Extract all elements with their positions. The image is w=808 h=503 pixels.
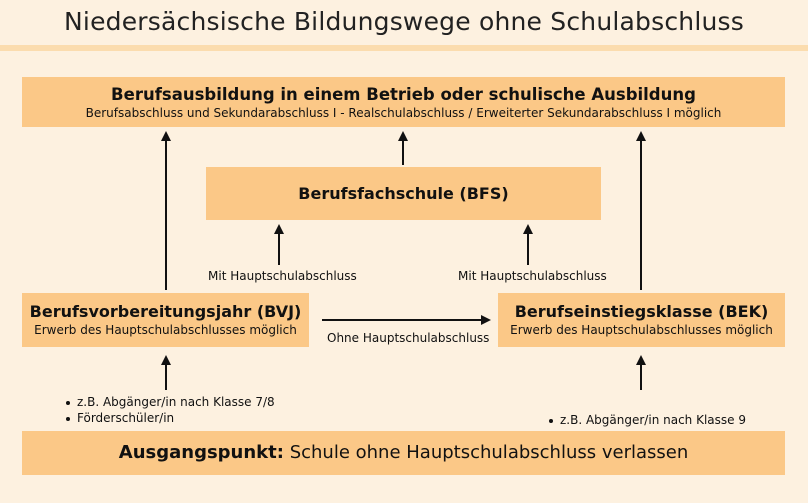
node-bvj-subtext: Erwerb des Hauptschulabschlusses möglich — [34, 323, 297, 337]
edge-label-bek-to-bfs: Mit Hauptschulabschluss — [458, 269, 607, 283]
node-ausgangspunkt-label: Ausgangspunkt: — [118, 442, 284, 463]
node-bek — [498, 293, 785, 347]
node-ausgangspunkt — [22, 431, 785, 475]
bvj-source-item — [66, 411, 174, 425]
node-berufsausbildung-subtext: Berufsabschluss und Sekundarabschluss I - Realschulabschluss / Erweiterter Sekundarabschluss I möglich — [85, 106, 722, 120]
diagram-title: Niedersächsische Bildungswege ohne Schulabschluss — [0, 0, 808, 44]
bvj-source-text: z.B. Abgänger/in nach Klasse 7/8 — [77, 395, 275, 409]
node-berufsausbildung — [22, 77, 785, 127]
bek-source-item — [549, 413, 746, 427]
bullet-icon — [549, 419, 553, 423]
bvj-source-text: Förderschüler/in — [77, 411, 175, 425]
node-bek-heading: Berufseinstiegsklasse (BEK) — [514, 302, 769, 321]
bek-source-text: z.B. Abgänger/in nach Klasse 9 — [560, 413, 746, 427]
bullet-icon — [66, 401, 70, 405]
node-bvj-heading: Berufsvorbereitungsjahr (BVJ) — [29, 302, 302, 321]
bullet-icon — [66, 417, 70, 421]
node-bvj — [22, 293, 309, 347]
node-bek-subtext: Erwerb des Hauptschulabschlusses möglich — [510, 323, 773, 337]
node-ausgangspunkt-text: Schule ohne Hauptschulabschluss verlassen — [289, 442, 689, 463]
edge-label-bvj-to-bek: Ohne Hauptschulabschluss — [327, 331, 490, 345]
node-bfs-heading: Berufsfachschule (BFS) — [298, 184, 509, 203]
node-berufsausbildung-heading: Berufsausbildung in einem Betrieb oder schulische Ausbildung — [111, 85, 696, 104]
bvj-source-item — [66, 395, 275, 409]
node-bfs — [206, 167, 601, 220]
edge-label-bvj-to-bfs: Mit Hauptschulabschluss — [208, 269, 357, 283]
